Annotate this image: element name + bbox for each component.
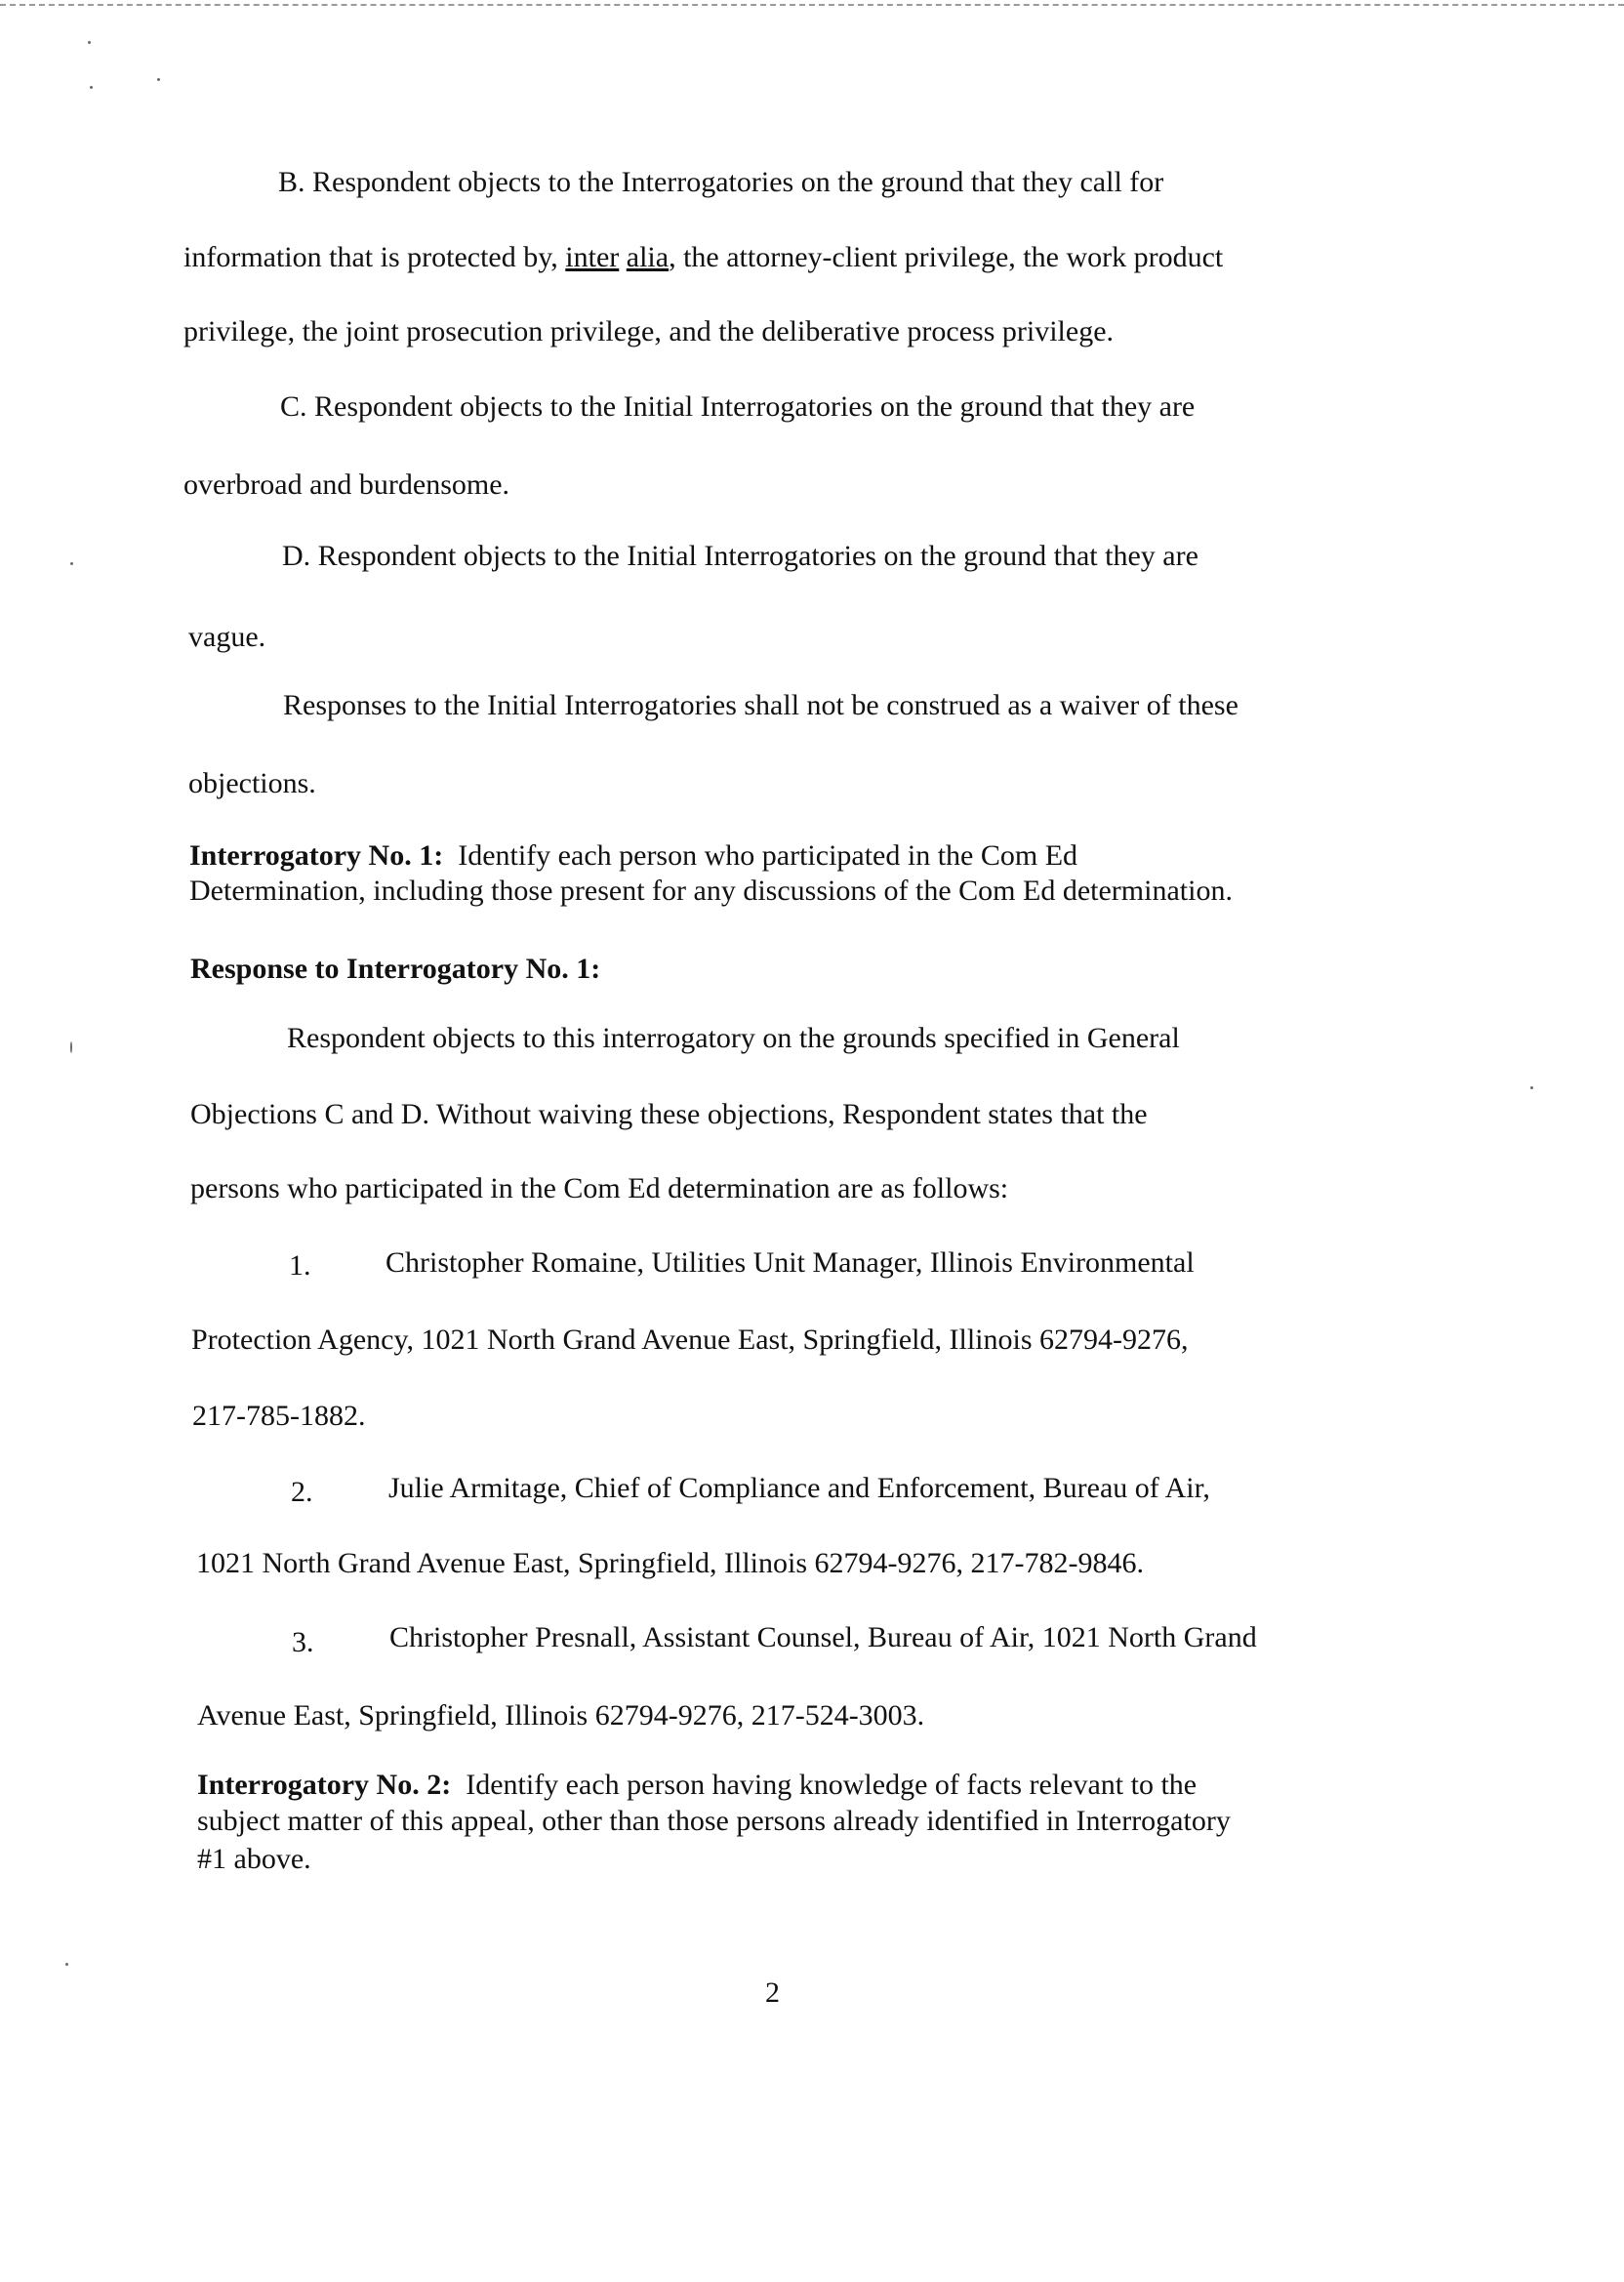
person-1-line-3: 217-785-1882. <box>192 1400 366 1432</box>
scan-speck <box>70 1041 72 1053</box>
scan-speck <box>157 78 160 81</box>
person-1-line-1: Christopher Romaine, Utilities Unit Manager, Illinois Environmental <box>386 1246 1195 1279</box>
person-2-line-2: 1021 North Grand Avenue East, Springfield, Illinois 62794-9276, 217-782-9846. <box>196 1547 1144 1579</box>
interrogatory-1-line-2: Determination, including those present for any discussions of the Com Ed determination. <box>189 875 1233 907</box>
response-1-heading: Response to Interrogatory No. 1: <box>190 953 601 985</box>
person-2-number: 2. <box>291 1476 313 1508</box>
interrogatory-2-text: Identify each person having knowledge of facts relevant to the <box>466 1769 1198 1801</box>
objection-b-text: information that is protected by, <box>183 241 566 273</box>
interrogatory-1-label: Interrogatory No. 1: <box>189 839 444 872</box>
interrogatory-2-label: Interrogatory No. 2: <box>197 1769 452 1801</box>
scan-speck <box>70 562 73 565</box>
objection-b-line-1: B. Respondent objects to the Interrogatories on the ground that they call for <box>278 166 1164 198</box>
response-1-line-2: Objections C and D. Without waiving these objections, Respondent states that the <box>190 1098 1148 1130</box>
objection-d-line-2: vague. <box>188 621 266 653</box>
scan-speck <box>88 41 91 44</box>
response-1-line-1: Respondent objects to this interrogatory on the grounds specified in General <box>287 1022 1180 1054</box>
waiver-line-1: Responses to the Initial Interrogatories shall not be construed as a waiver of these <box>283 689 1238 721</box>
interrogatory-1-line-1 <box>189 841 1077 871</box>
objection-c-line-2: overbroad and burdensome. <box>183 469 510 501</box>
person-3-number: 3. <box>292 1626 314 1658</box>
interrogatory-2-line-1 <box>197 1771 1197 1800</box>
response-1-line-3: persons who participated in the Com Ed determination are as follows: <box>190 1172 1009 1204</box>
person-3-line-2: Avenue East, Springfield, Illinois 62794-9276, 217-524-3003. <box>197 1699 925 1732</box>
person-1-line-2: Protection Agency, 1021 North Grand Avenue East, Springfield, Illinois 62794-9276, <box>191 1324 1189 1356</box>
scan-speck <box>90 86 93 89</box>
interrogatory-2-line-3: #1 above. <box>197 1843 311 1875</box>
person-3-line-1: Christopher Presnall, Assistant Counsel, Bureau of Air, 1021 North Grand <box>389 1621 1257 1653</box>
latin-term-alia: alia <box>626 241 670 273</box>
objection-b-line-2 <box>183 243 1223 272</box>
objection-c-line-1: C. Respondent objects to the Initial Interrogatories on the ground that they are <box>280 390 1196 423</box>
objection-b-text: , the attorney-client privilege, the work product <box>669 241 1224 273</box>
scan-top-edge <box>0 4 1624 6</box>
person-2-line-1: Julie Armitage, Chief of Compliance and Enforcement, Bureau of Air, <box>388 1472 1210 1504</box>
scan-speck <box>1530 1086 1533 1089</box>
interrogatory-2-line-2: subject matter of this appeal, other than those persons already identified in Interrogatory <box>197 1805 1231 1837</box>
scan-speck <box>65 1963 68 1966</box>
objection-b-line-3: privilege, the joint prosecution privilege, and the deliberative process privilege. <box>183 315 1115 347</box>
latin-term-inter: inter <box>565 241 620 273</box>
waiver-line-2: objections. <box>188 767 316 799</box>
page-number: 2 <box>765 1976 780 2009</box>
interrogatory-1-text: Identify each person who participated in the Com Ed <box>458 839 1078 872</box>
person-1-number: 1. <box>289 1249 311 1282</box>
objection-d-line-1: D. Respondent objects to the Initial Interrogatories on the ground that they are <box>282 540 1198 572</box>
